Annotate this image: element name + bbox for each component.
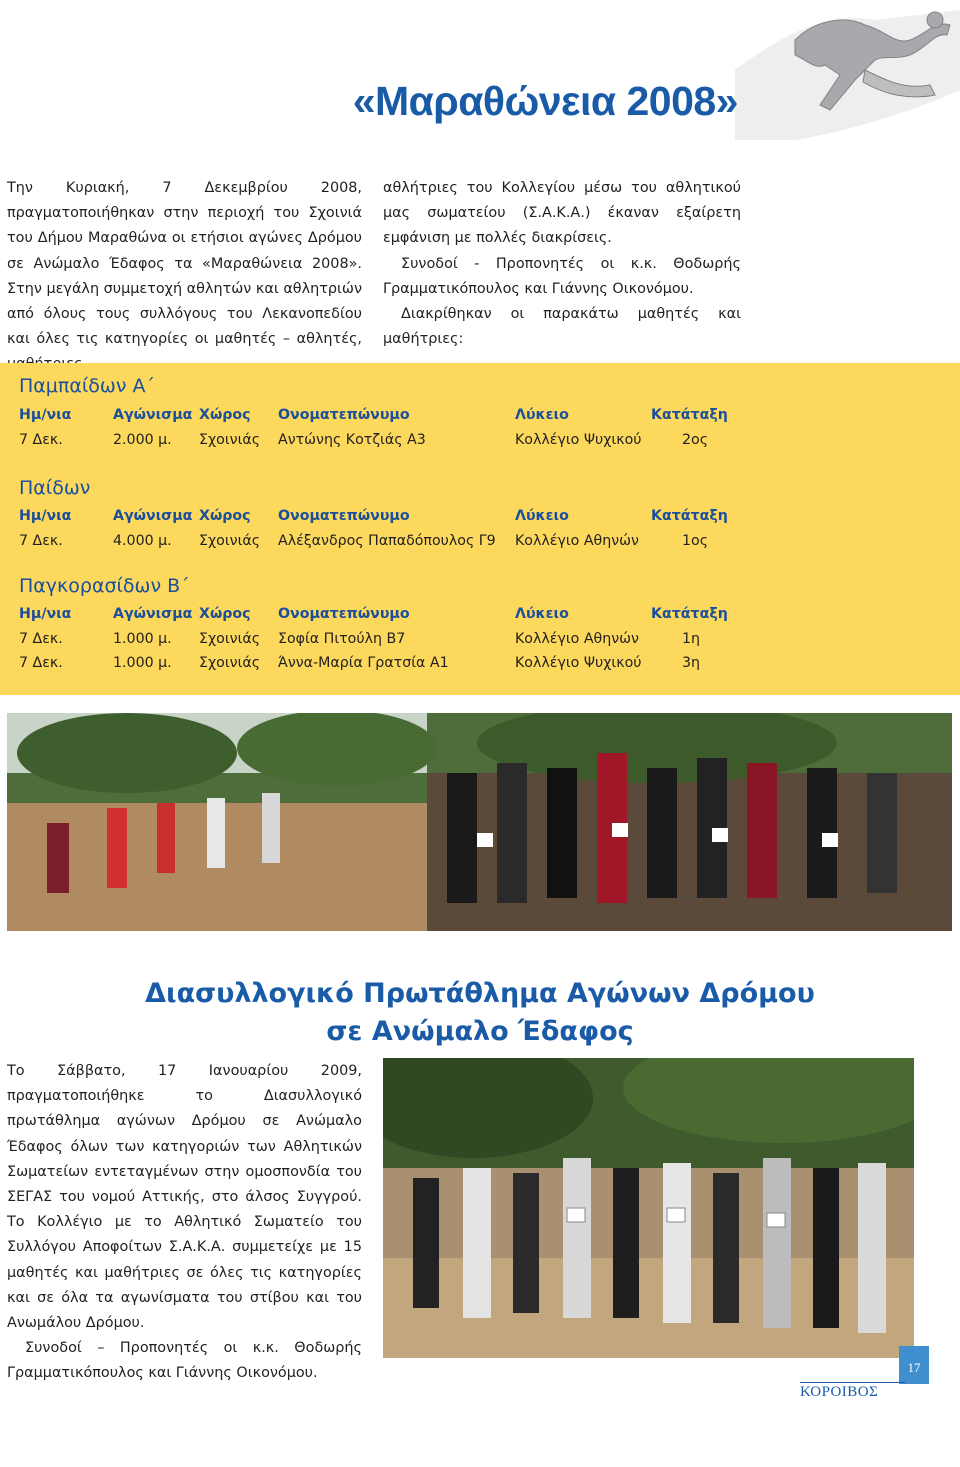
section2-paragraph: Το Σάββατο, 17 Ιανουαρίου 2009, πραγματοποιήθηκε το Διασυλλογικό πρωτάθλημα αγώνων Δρόμου σε Ανώμαλο Έδαφος όλων των κατηγοριών των Αθλητικών Σωματείων εντεταγμένων στην ομοσπονδία του ΣΕΓΑΣ του νομού Αττικής, στο άλσος Συγγρού. Το Κολλέγιο με το Αθλητικό Σωματείο του Συλλόγου Αποφοίτων Σ.Α.Κ.Α. συμμετείχε με 15 μαθητές και μαθήτριες σε όλες τις κατηγορίες και σε όλα τα αγωνίσματα του στίβου και του Ανωμάλου Δρόμου. bbox=[7, 1063, 362, 1332]
cell-school: Κολλέγιο Ψυχικού bbox=[515, 432, 642, 448]
header-event: Αγώνισμα bbox=[113, 606, 193, 622]
table-row bbox=[0, 631, 960, 653]
page-number: 17 bbox=[907, 1360, 921, 1375]
cell-event: 2.000 μ. bbox=[113, 432, 172, 448]
cell-name: Αλέξανδρος Παπαδόπουλος Γ9 bbox=[278, 533, 496, 549]
intro-paragraph: Την Κυριακή, 7 Δεκεμβρίου 2008, πραγματοποιήθηκαν στην περιοχή του Σχοινιά του Δήμου Μαραθώνα οι ετήσιοι αγώνες Δρόμου σε Ανώμαλο Έδαφος τα «Μαραθώνεια 2008». Στην μεγάλη συμμετοχή αθλητών και αθλητριών από όλους τους συλλόγους του Λεκανοπεδίου και όλες τις κατηγορίες οι μαθητές – αθλητές, bbox=[7, 180, 363, 348]
header-school: Λύκειο bbox=[515, 508, 569, 524]
cell-venue: Σχοινιάς bbox=[199, 655, 261, 671]
cell-rank: 3η bbox=[682, 655, 701, 671]
category-title: Παίδων bbox=[19, 477, 91, 499]
cell-event: 4.000 μ. bbox=[113, 533, 172, 549]
header-rank: Κατάταξη bbox=[651, 606, 728, 622]
cell-venue: Σχοινιάς bbox=[199, 533, 261, 549]
cell-venue: Σχοινιάς bbox=[199, 432, 261, 448]
section2-coaches: Συνοδοί – Προπονητές οι κ.κ. Θοδωρής Γραμματικόπουλος και Γιάννης Οικονόμου. bbox=[7, 1340, 362, 1382]
header-rank: Κατάταξη bbox=[651, 407, 728, 423]
section-title-line1: Διασυλλογικό Πρωτάθλημα Αγώνων Δρόμου bbox=[145, 978, 815, 1009]
category-title: Παγκορασίδων Β΄ bbox=[19, 575, 190, 597]
page-title: «Μαραθώνεια 2008» bbox=[352, 78, 738, 124]
cell-name: Άννα-Μαρία Γρατσία Α1 bbox=[278, 655, 449, 671]
intro-right-column bbox=[383, 176, 741, 352]
results-table bbox=[0, 363, 960, 695]
cell-rank: 1ος bbox=[682, 533, 709, 549]
cell-date: 7 Δεκ. bbox=[19, 432, 63, 448]
header-rank: Κατάταξη bbox=[651, 508, 728, 524]
header-date: Ημ/νια bbox=[19, 407, 72, 423]
cell-date: 7 Δεκ. bbox=[19, 631, 63, 647]
section2-column bbox=[7, 1059, 362, 1387]
cell-school: Κολλέγιο Αθηνών bbox=[515, 533, 639, 549]
intro-left-column bbox=[7, 176, 362, 378]
category-title: Παμπαίδων Α΄ bbox=[19, 375, 155, 397]
header-name: Ονοματεπώνυμο bbox=[278, 407, 410, 423]
cell-school: Κολλέγιο Ψυχικού bbox=[515, 655, 642, 671]
table-row bbox=[0, 432, 960, 454]
cell-rank: 1η bbox=[682, 631, 701, 647]
header-event: Αγώνισμα bbox=[113, 407, 193, 423]
table-header-row bbox=[0, 606, 960, 628]
cell-event: 1.000 μ. bbox=[113, 655, 172, 671]
header-name: Ονοματεπώνυμο bbox=[278, 606, 410, 622]
table-row bbox=[0, 533, 960, 555]
header-school: Λύκειο bbox=[515, 606, 569, 622]
distinctions-paragraph: Διακρίθηκαν οι παρακάτω μαθητές και μαθήτριες: bbox=[383, 306, 741, 348]
intro-paragraph-continued: αθλήτριες του Κολλεγίου μέσω του αθλητικού μας σωματείου (Σ.Α.Κ.Α.) έκαναν εξαίρετη εμφάνιση με πολλές διακρίσεις. bbox=[383, 180, 741, 247]
race-photo bbox=[7, 713, 952, 931]
table-header-row bbox=[0, 407, 960, 429]
cell-rank: 2ος bbox=[682, 432, 709, 448]
table-header-row bbox=[0, 508, 960, 530]
header-name: Ονοματεπώνυμο bbox=[278, 508, 410, 524]
cell-name: Αντώνης Κοτζιάς Α3 bbox=[278, 432, 426, 448]
header-venue: Χώρος bbox=[199, 606, 251, 622]
coaches-paragraph: Συνοδοί - Προπονητές οι κ.κ. Θοδωρής Γραμματικόπουλος και Γιάννης Οικονόμου. bbox=[383, 255, 741, 297]
header-date: Ημ/νια bbox=[19, 508, 72, 524]
header-date: Ημ/νια bbox=[19, 606, 72, 622]
footer-divider bbox=[800, 1382, 905, 1383]
header-event: Αγώνισμα bbox=[113, 508, 193, 524]
cell-event: 1.000 μ. bbox=[113, 631, 172, 647]
header-venue: Χώρος bbox=[199, 407, 251, 423]
magazine-logo: ΚΟΡΟΙΒΟΣ bbox=[800, 1384, 879, 1400]
page-number-badge bbox=[899, 1346, 929, 1384]
header-venue: Χώρος bbox=[199, 508, 251, 524]
section-title-line2: σε Ανώμαλο Έδαφος bbox=[326, 1016, 634, 1047]
cell-school: Κολλέγιο Αθηνών bbox=[515, 631, 639, 647]
cell-date: 7 Δεκ. bbox=[19, 533, 63, 549]
section-title bbox=[0, 975, 960, 1051]
cell-date: 7 Δεκ. bbox=[19, 655, 63, 671]
athlete-illustration bbox=[735, 0, 960, 140]
cell-name: Σοφία Πιτούλη Β7 bbox=[278, 631, 406, 647]
start-line-photo bbox=[383, 1058, 914, 1358]
cell-venue: Σχοινιάς bbox=[199, 631, 261, 647]
header-school: Λύκειο bbox=[515, 407, 569, 423]
table-row bbox=[0, 655, 960, 677]
